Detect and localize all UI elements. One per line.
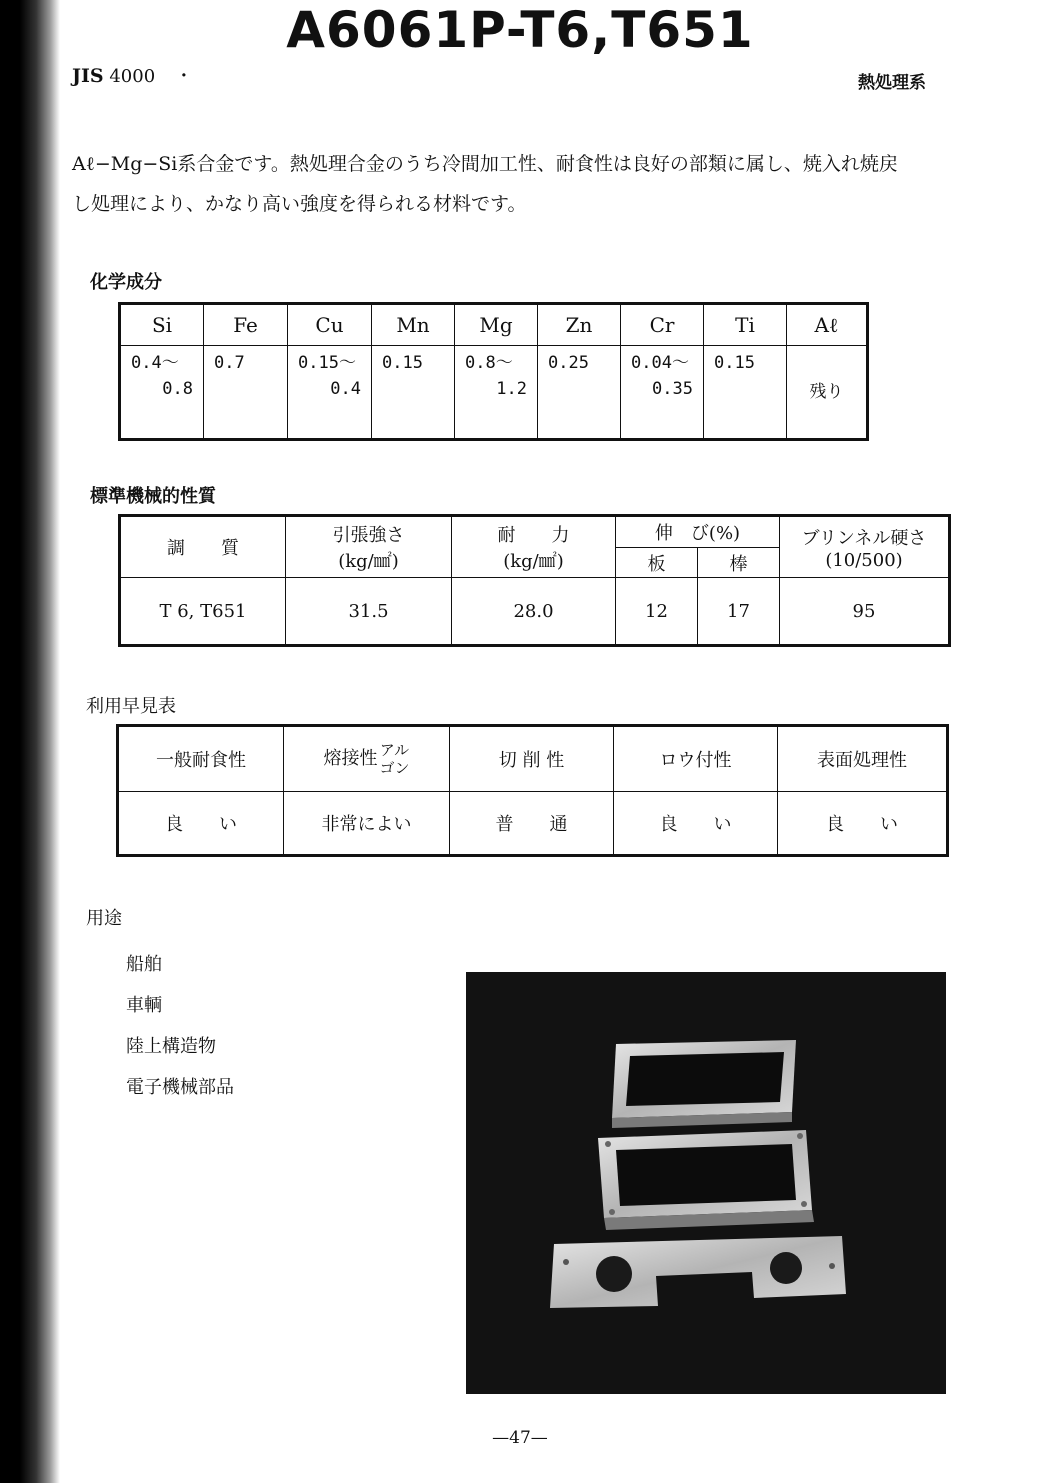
intro-line-1: Aℓ−Mg−Si系合金です。熱処理合金のうち冷間加工性、耐食性は良好の部類に属し、焼入れ焼戻	[72, 153, 898, 175]
chem-value-mg: 0.8〜 1.2	[455, 346, 538, 440]
chem-value-al: 残り	[787, 346, 868, 440]
chem-header-zn: Zn	[538, 304, 621, 346]
mech-value-brinell: 95	[780, 578, 950, 646]
mech-value-tensile: 31.5	[286, 578, 452, 646]
application-item: 電子機械部品	[126, 1077, 234, 1098]
application-item: 船舶	[126, 954, 162, 975]
mech-value-temper: T 6, T651	[120, 578, 286, 646]
use-header-brazing: ロウ付性	[614, 726, 778, 792]
mech-header-elongation: 伸 び(%)	[616, 516, 780, 548]
chem-header-mg: Mg	[455, 304, 538, 346]
scan-edge-shadow	[0, 0, 60, 1483]
mech-heading: 標準機械的性質	[90, 486, 216, 507]
use-heading: 利用早見表	[86, 696, 176, 717]
category-label: 熱処理系	[858, 73, 926, 93]
chem-header-al: Aℓ	[787, 304, 868, 346]
use-value-surface: 良 い	[778, 792, 948, 856]
aluminum-parts-illustration	[466, 972, 946, 1394]
use-table	[116, 724, 949, 857]
intro-paragraph	[72, 144, 972, 224]
use-header-corrosion: 一般耐食性	[118, 726, 284, 792]
mech-table	[118, 514, 951, 647]
chem-header-ti: Ti	[704, 304, 787, 346]
jis-mark: ・	[174, 66, 193, 87]
application-item: 陸上構造物	[126, 1036, 216, 1057]
product-photo	[466, 972, 946, 1394]
jis-prefix: JIS	[72, 65, 104, 87]
use-header-weld: 熔接性 アル ゴン	[284, 726, 450, 792]
chem-value-cu: 0.15〜 0.4	[288, 346, 372, 440]
use-header-cutting: 切 削 性	[450, 726, 614, 792]
chem-table	[118, 302, 869, 441]
chem-value-ti: 0.15	[704, 346, 787, 440]
use-value-brazing: 良 い	[614, 792, 778, 856]
mech-header-plate: 板	[616, 548, 698, 578]
chem-value-cr: 0.04〜 0.35	[621, 346, 704, 440]
chem-value-si: 0.4〜 0.8	[120, 346, 204, 440]
mech-value-plate: 12	[616, 578, 698, 646]
chem-header-cr: Cr	[621, 304, 704, 346]
chem-heading: 化学成分	[90, 272, 162, 293]
mech-header-bar: 棒	[698, 548, 780, 578]
applications-list	[126, 944, 234, 1108]
use-header-surface: 表面処理性	[778, 726, 948, 792]
mech-header-tensile: 引張強さ (kg/㎟)	[286, 516, 452, 578]
chem-value-zn: 0.25	[538, 346, 621, 440]
chem-value-mn: 0.15	[372, 346, 455, 440]
use-value-corrosion: 良 い	[118, 792, 284, 856]
page-number: —47—	[492, 1428, 548, 1448]
use-value-cutting: 普 通	[450, 792, 614, 856]
mech-header-brinell: ブリンネル硬さ (10/500)	[780, 516, 950, 578]
application-item: 車輌	[126, 995, 162, 1016]
chem-header-si: Si	[120, 304, 204, 346]
intro-line-2: し処理により、かなり高い強度を得られる材料です。	[72, 193, 527, 215]
chem-header-fe: Fe	[204, 304, 288, 346]
mech-value-proof: 28.0	[452, 578, 616, 646]
chem-header-cu: Cu	[288, 304, 372, 346]
use-value-weld: 非常によい	[284, 792, 450, 856]
page-title: A6061P-T6,T651	[286, 1, 754, 59]
jis-number: 4000	[109, 66, 156, 87]
applications-heading: 用途	[86, 908, 122, 929]
chem-value-fe: 0.7	[204, 346, 288, 440]
mech-value-bar: 17	[698, 578, 780, 646]
mech-header-proof: 耐 力 (kg/㎟)	[452, 516, 616, 578]
mech-header-temper: 調 質	[120, 516, 286, 578]
chem-header-mn: Mn	[372, 304, 455, 346]
jis-standard	[72, 62, 193, 88]
